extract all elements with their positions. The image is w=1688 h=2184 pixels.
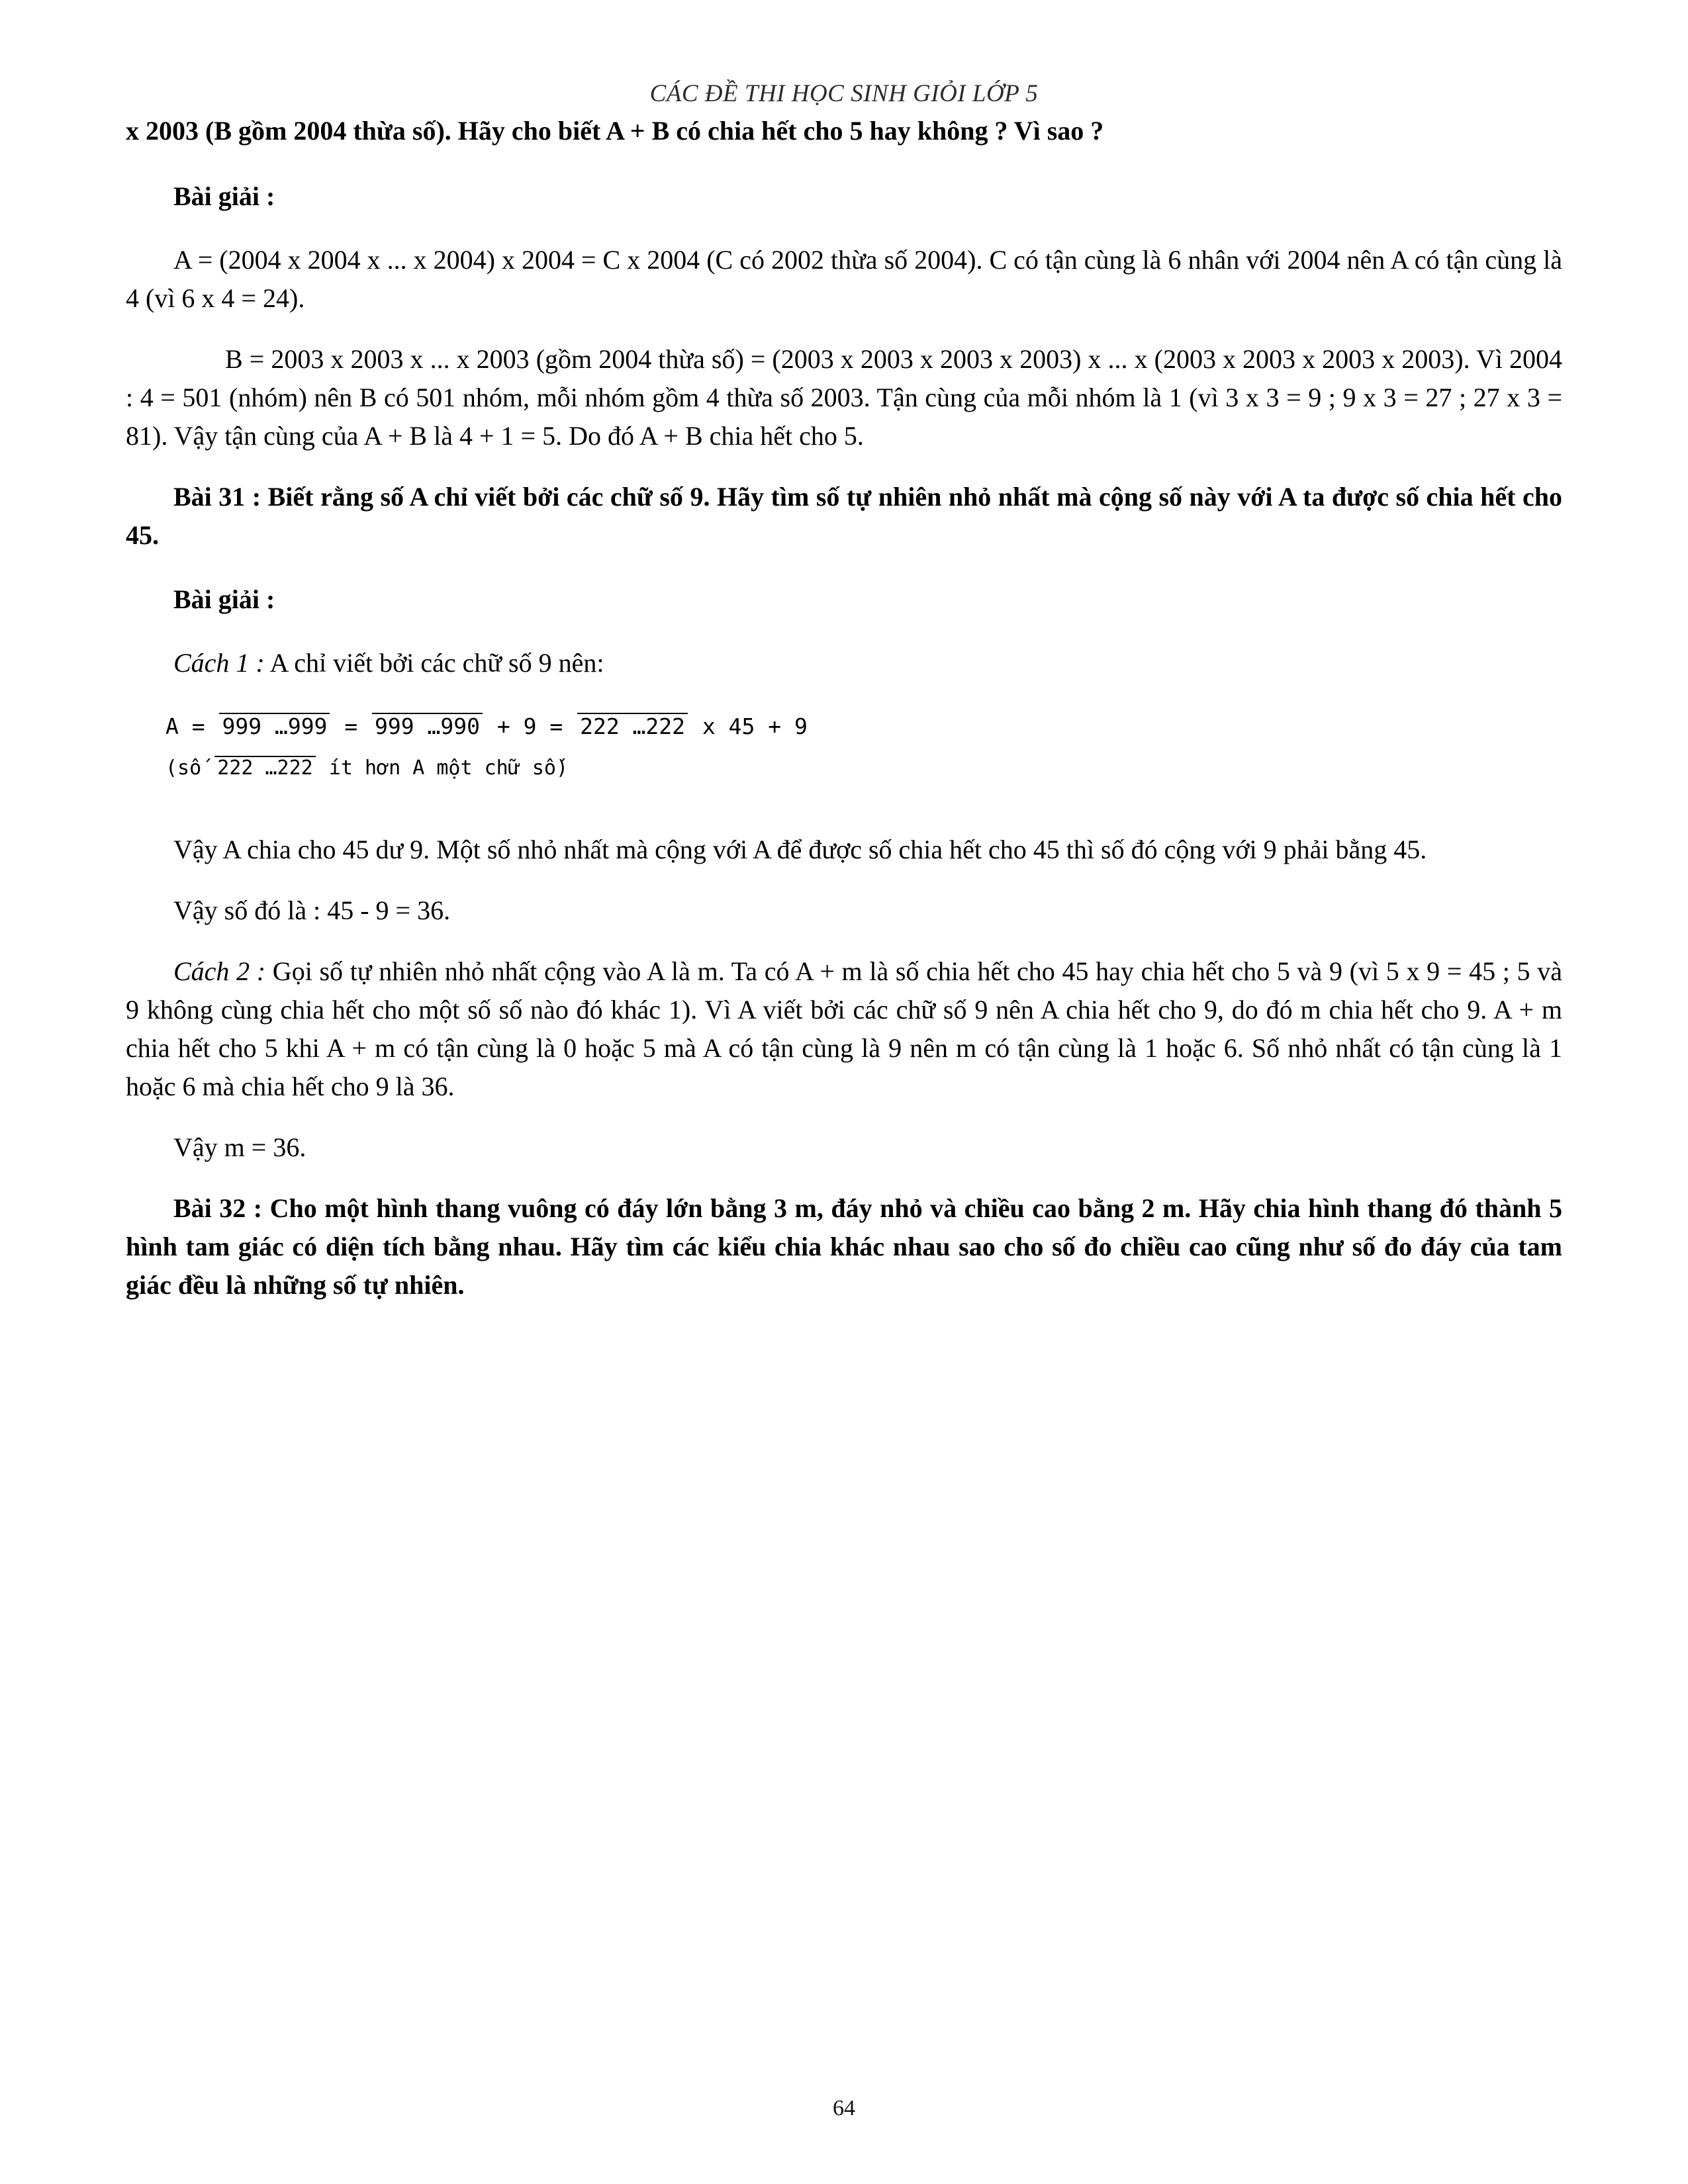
problem-32: Bài 32 : Cho một hình thang vuông có đáy lớn bằng 3 m, đáy nhỏ và chiều cao bằng 2 m. Hãy chia hình thang đó thành 5 hình tam giác có diện tích bằng nhau. Hãy tìm các kiểu chia khác nhau sao cho số đo chiều cao cũng như số đo đáy của tam giác đều là những số tự nhiên. [126, 1193, 1562, 1300]
continuation-line: x 2003 (B gồm 2004 thừa số). Hãy cho biết A + B có chia hết cho 5 hay không ? Vì sao ? [126, 116, 1104, 146]
page-number: 64 [833, 2096, 855, 2120]
paragraph-a: A = (2004 x 2004 x ... x 2004) x 2004 = C x 2004 (C có 2002 thừa số 2004). C có tận cùng là 6 nhân với 2004 nên A có tận cùng là 4 (vì 6 x 4 = 24). [126, 245, 1562, 313]
solution-label-1: Bài giải : [173, 181, 275, 211]
method-1-paragraph [126, 644, 1562, 682]
formula-term-999-999: 999 …999 [219, 713, 330, 739]
formula-term-999-990: 999 …990 [372, 713, 483, 739]
formula-line-1 [165, 705, 1562, 749]
formula-line-2 [165, 749, 1562, 788]
paragraph-c: Vậy A chia cho 45 dư 9. Một số nhỏ nhất mà cộng với A để được số chia hết cho 45 thì số đó cộng với 9 phải bằng 45. [173, 835, 1427, 864]
formula-block [126, 705, 1562, 788]
problem-31: Bài 31 : Biết rằng số A chỉ viết bởi các chữ số 9. Hãy tìm số tự nhiên nhỏ nhất mà cộng số này với A ta được số chia hết cho 45. [126, 482, 1562, 550]
formula-note-term-222-222: 222 …222 [214, 756, 316, 780]
formula-equals: = [331, 713, 371, 739]
formula-term-222-222: 222 …222 [577, 713, 688, 739]
formula-prefix: A = [165, 713, 218, 739]
formula-note-suffix: ít hơn A một chữ số) [316, 756, 569, 780]
method-1-text: A chỉ viết bởi các chữ số 9 nên: [264, 648, 604, 678]
paragraph-e: Vậy m = 36. [173, 1132, 306, 1162]
method-2-text: Gọi số tự nhiên nhỏ nhất cộng vào A là m. Ta có A + m là số chia hết cho 45 hay chia hết cho 5 và 9 (vì 5 x 9 = 45 ; 5 và 9 không cùng chia hết cho một số số nào đó khác 1). Vì A viết bởi các chữ số 9 nên A chia hết cho 9, do đó m chia hết cho 9. A + m chia hết cho 5 khi A + m có tận cùng là 0 hoặc 5 mà A có tận cùng là 9 nên m có tận cùng là 1 hoặc 6. Số nhỏ nhất có tận cùng là 1 hoặc 6 mà chia hết cho 9 là 36. [126, 956, 1562, 1101]
formula-plus-nine: + 9 = [484, 713, 577, 739]
method-2-label: Cách 2 : [173, 956, 266, 986]
solution-label-2: Bài giải : [173, 584, 275, 614]
page-header-title: CÁC ĐỀ THI HỌC SINH GIỎI LỚP 5 [649, 80, 1039, 107]
method-2-paragraph [126, 952, 1562, 1106]
formula-note-prefix: (số [165, 756, 214, 780]
method-1-label: Cách 1 : [173, 648, 265, 678]
formula-suffix: x 45 + 9 [689, 713, 808, 739]
paragraph-b: B = 2003 x 2003 x ... x 2003 (gồm 2004 thừa số) = (2003 x 2003 x 2003 x 2003) x ... x (2003 x 2003 x 2003 x 2003). Vì 2004 : 4 = 501 (nhóm) nên B có 501 nhóm, mỗi nhóm gồm 4 thừa số 2003. Tận cùng của mỗi nhóm là 1 (vì 3 x 3 = 9 ; 9 x 3 = 27 ; 27 x 3 = 81). Vậy tận cùng của A + B là 4 + 1 = 5. Do đó A + B chia hết cho 5. [126, 344, 1562, 451]
paragraph-d: Vậy số đó là : 45 - 9 = 36. [173, 895, 451, 925]
